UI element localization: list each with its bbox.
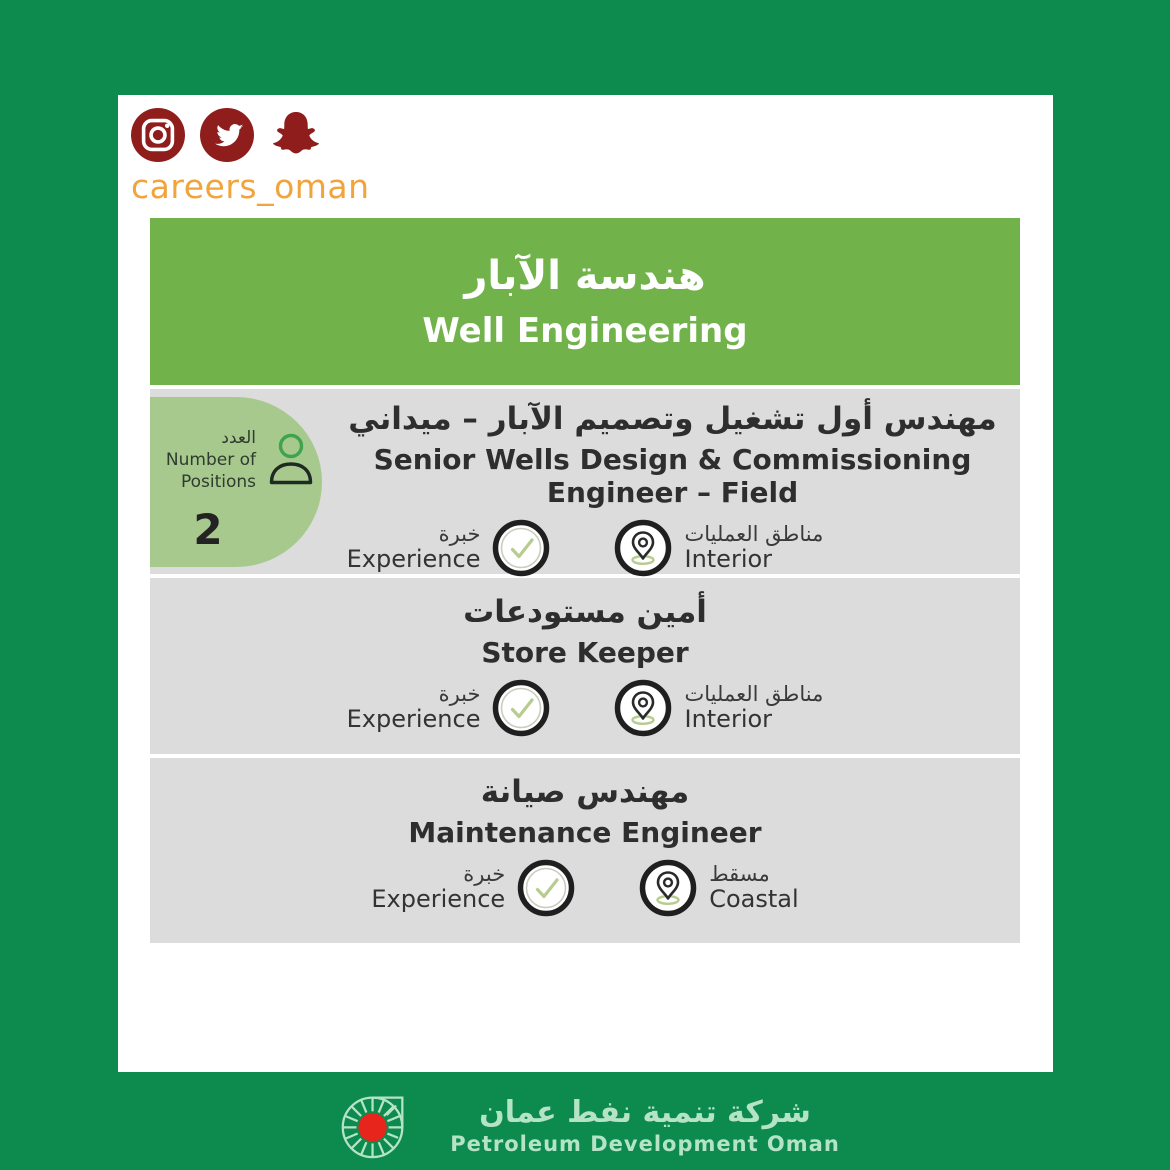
job-card-senior-wells-engineer	[150, 389, 1020, 574]
positions-badge-header	[150, 397, 322, 493]
department-header	[150, 218, 1020, 385]
meta-row-spacer	[562, 548, 602, 549]
positions-label-line1: Number of	[165, 450, 256, 471]
meta-row-spacer	[562, 708, 602, 709]
job-titles	[150, 578, 1020, 669]
experience-check-icon	[517, 859, 575, 917]
vacancies-panel	[150, 218, 1020, 943]
social-strip	[131, 108, 370, 206]
positions-label-arabic: العدد	[221, 428, 256, 448]
pdo-company-name	[450, 1095, 840, 1156]
job-title-arabic: أمين مستودعات	[463, 594, 707, 630]
job-title-english: Store Keeper	[481, 636, 689, 669]
experience-label-arabic: خبرة	[438, 682, 481, 707]
job-meta-row	[150, 679, 1020, 737]
experience-label	[347, 682, 481, 734]
job-title-english: Maintenance Engineer	[408, 816, 762, 849]
location-label	[684, 682, 823, 734]
meta-row-spacer	[587, 888, 627, 889]
experience-label-english: Experience	[371, 885, 506, 914]
content-card	[118, 95, 1053, 1072]
social-handle: careers_oman	[131, 167, 370, 206]
job-title-arabic: مهندس أول تشغيل وتصميم الآبار – ميداني	[348, 401, 997, 437]
pdo-footer-logo	[0, 1083, 1170, 1167]
positions-label	[164, 427, 256, 493]
location-label-english: Coastal	[709, 885, 799, 914]
experience-label-arabic: خبرة	[438, 522, 481, 547]
department-title-english: Well Engineering	[422, 310, 748, 351]
pdo-logo-icon	[330, 1083, 434, 1167]
location-pin-icon	[614, 519, 672, 577]
job-title-english: Senior Wells Design & Commissioning Engineer – Field	[373, 443, 972, 509]
job-title-arabic: مهندس صيانة	[480, 774, 690, 810]
social-icons	[131, 108, 370, 162]
location-pin-icon	[639, 859, 697, 917]
location-label-arabic: مسقط	[709, 862, 770, 887]
job-titles	[325, 389, 1020, 509]
location-label	[684, 522, 823, 574]
experience-check-icon	[492, 679, 550, 737]
experience-label-english: Experience	[346, 545, 481, 574]
experience-label-arabic: خبرة	[463, 862, 506, 887]
snapchat-icon	[269, 108, 323, 162]
department-title-arabic: هندسة الآبار	[464, 252, 706, 299]
experience-check-icon	[492, 519, 550, 577]
person-icon	[260, 429, 322, 491]
experience-label	[371, 862, 505, 914]
company-name-arabic: شركة تنمية نفط عمان	[479, 1094, 811, 1130]
job-card-store-keeper	[150, 578, 1020, 754]
location-pin-icon	[614, 679, 672, 737]
company-name-english: Petroleum Development Oman	[450, 1131, 840, 1156]
location-label	[709, 862, 798, 914]
positions-label-line2: Positions	[180, 472, 256, 493]
positions-count: 2	[193, 505, 223, 554]
experience-label	[347, 522, 481, 574]
job-meta-row	[150, 859, 1020, 917]
positions-badge	[150, 397, 322, 567]
experience-label-english: Experience	[346, 705, 481, 734]
instagram-icon	[131, 108, 185, 162]
job-card-maintenance-engineer	[150, 758, 1020, 943]
job-titles	[150, 758, 1020, 849]
location-label-arabic: مناطق العمليات	[684, 682, 824, 707]
location-label-english: Interior	[684, 545, 773, 574]
location-label-arabic: مناطق العمليات	[684, 522, 824, 547]
twitter-icon	[200, 108, 254, 162]
location-label-english: Interior	[684, 705, 773, 734]
